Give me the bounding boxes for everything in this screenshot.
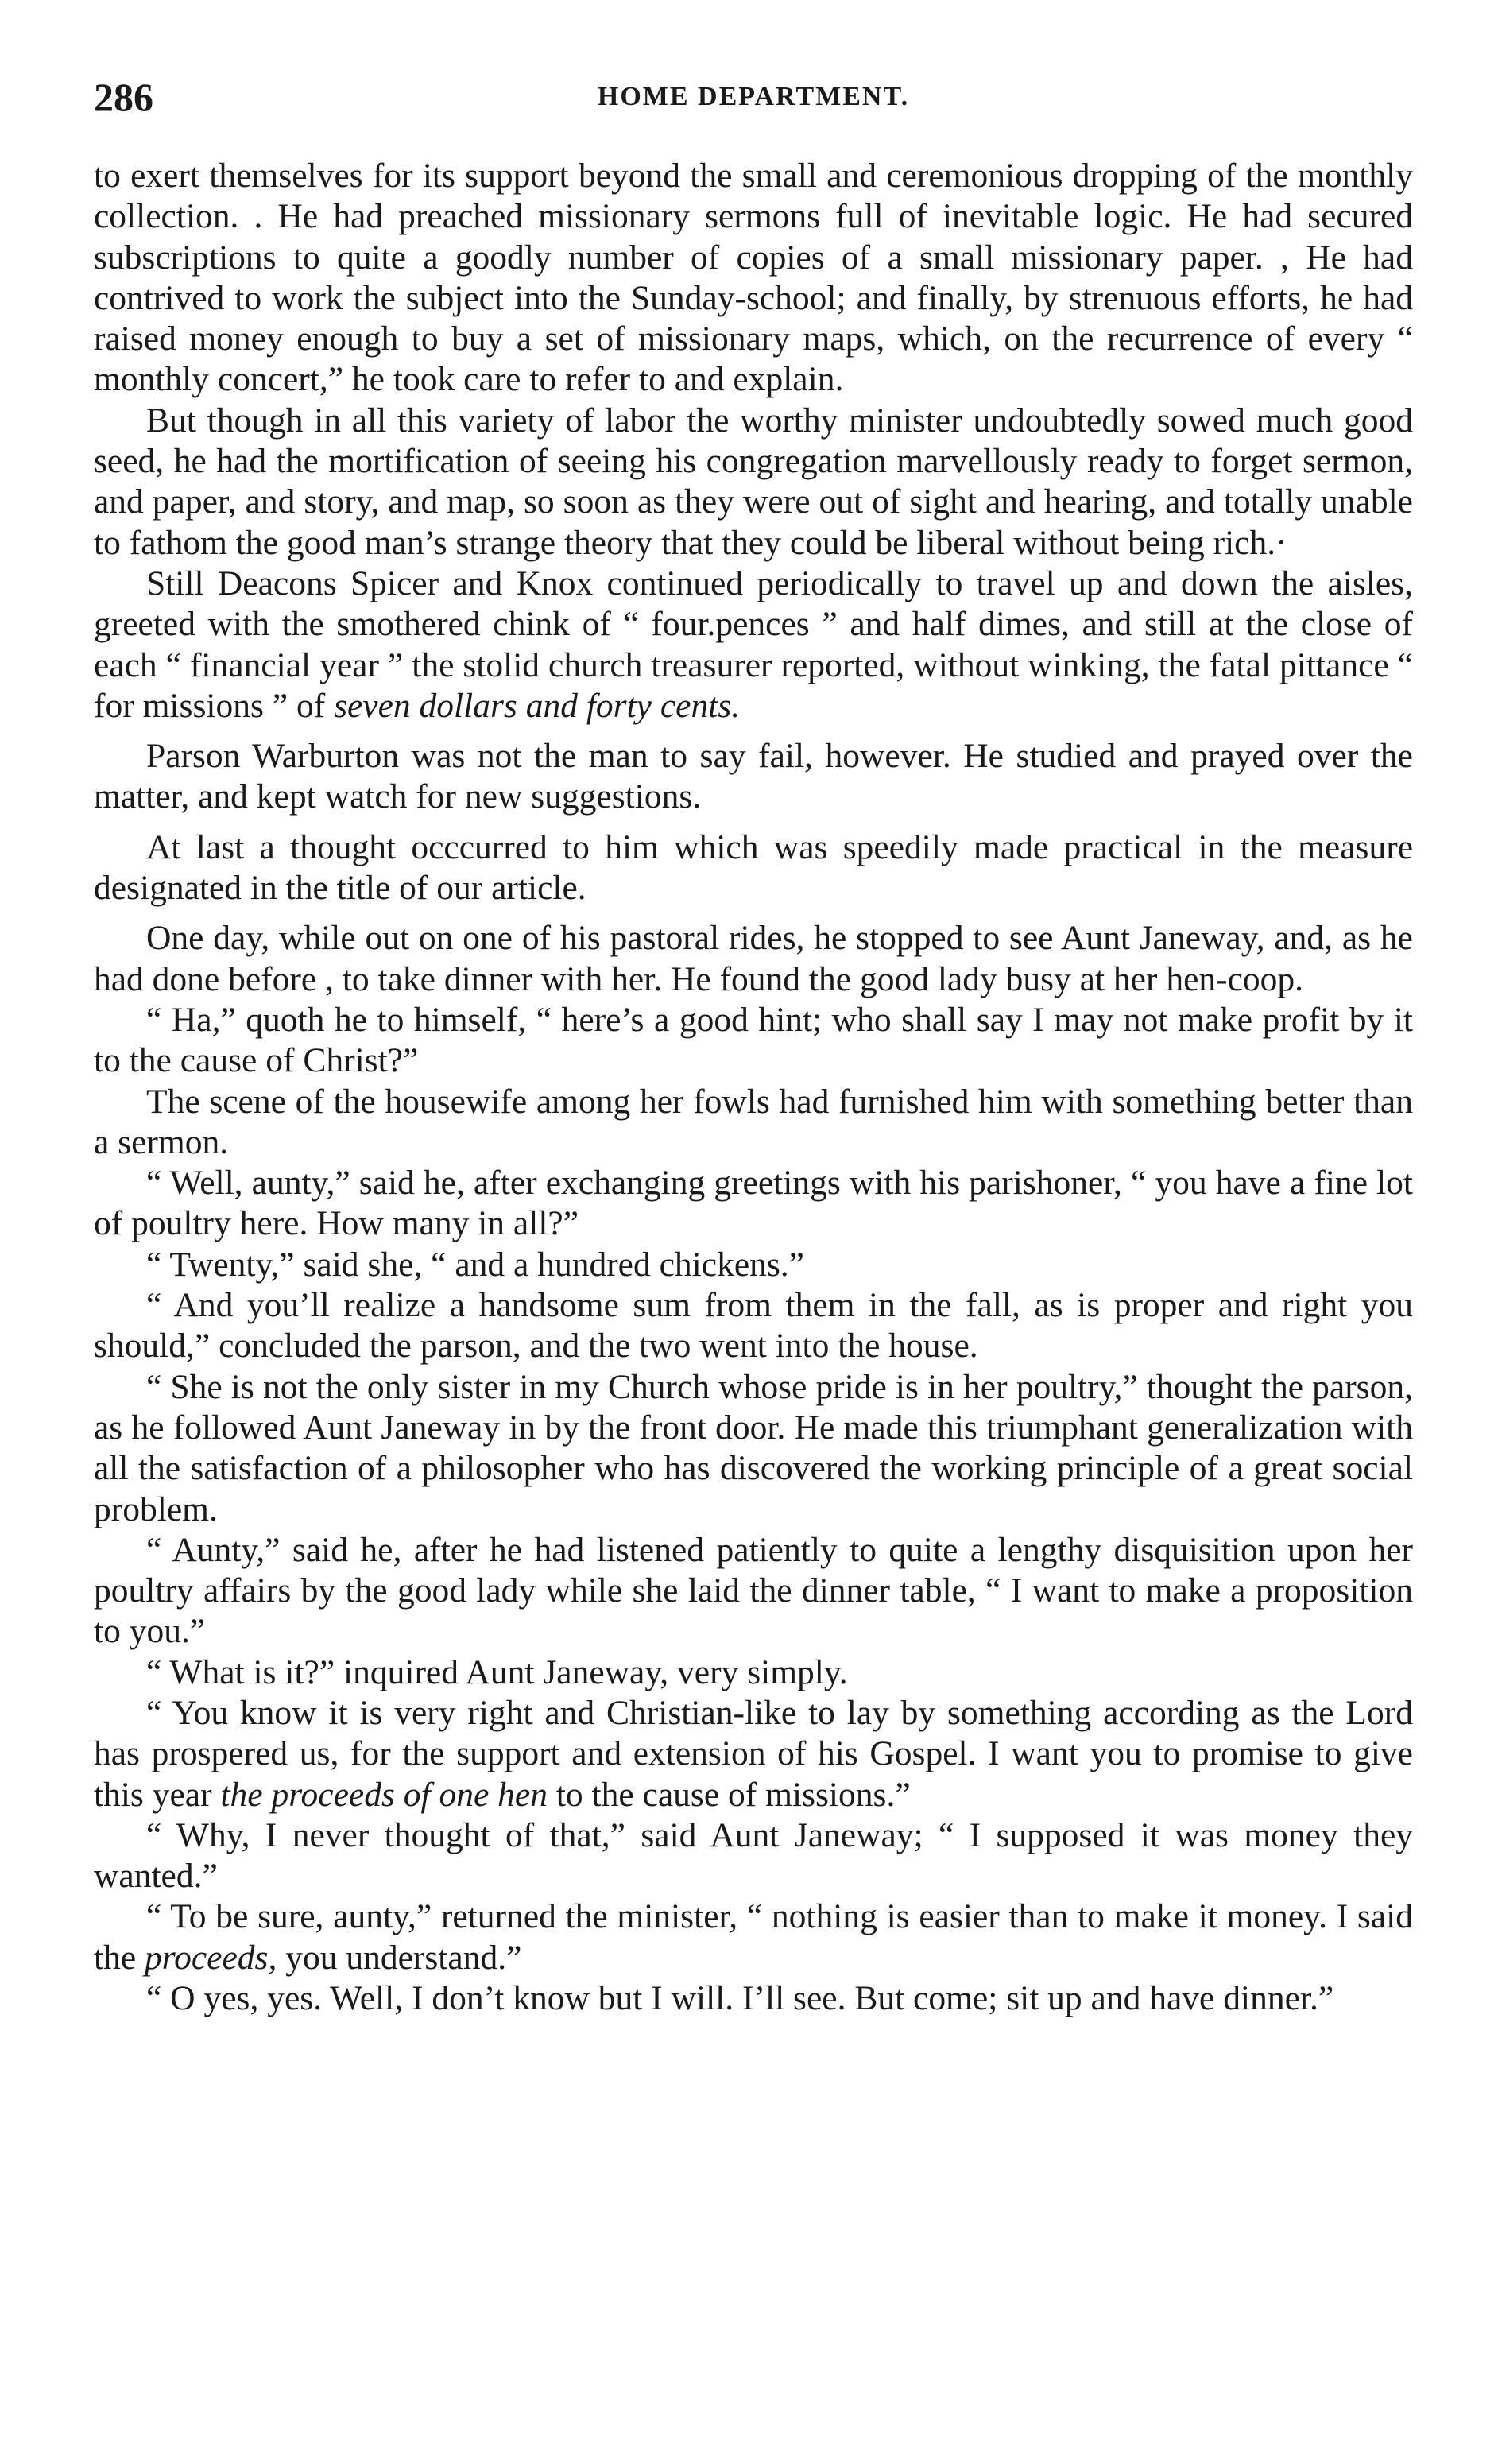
- page-number: 286: [94, 75, 153, 119]
- text-run: “ Well, aunty,” said he, after exchanging greetings with his parishoner, “ you have a fine lot of poultry here. How many in all?”: [94, 1164, 1413, 1243]
- text-run: One day, while out on one of his pastoral rides, he stopped to see Aunt Janeway, and, as he had done before , to take dinner with her. He found the good lady busy at her hen-coop.: [94, 919, 1413, 998]
- text-run: “ You know it is very right and Christian-like to lay by something according as the Lord has prospered us, for the support and extension of his Gospel. I want you to promise to give this year: [94, 1693, 1413, 1814]
- paragraph: [94, 918, 1413, 1000]
- paragraph: [94, 1000, 1413, 1082]
- text-run: “ Why, I never thought of that,” said Aunt Janeway; “ I supposed it was money they wanted.”: [94, 1815, 1413, 1896]
- paragraph: [94, 1285, 1413, 1367]
- text-run: you understand.”: [277, 1938, 522, 1977]
- running-title: HOME DEPARTMENT.: [597, 82, 910, 111]
- text-run: “ She is not the only sister in my Church whose pride is in her poultry,” thought the parson, as he followed Aunt Janeway in by the front door. He made this triumphant generalization with all the satisfaction of a philosopher who has discovered the working principle of a great social problem.: [94, 1367, 1413, 1528]
- paragraph: [94, 1652, 1413, 1693]
- paragraph: [94, 1530, 1413, 1652]
- text-run: Still Deacons Spicer and Knox continued periodically to travel up and down the aisles, greeted with the smothered chink of “ four.pences ” and half dimes, and still at the close of each “ financial year ” the stolid church treasurer reported, without winking, the fatal pittance “ for missions ” of: [94, 564, 1413, 725]
- paragraph: [94, 1367, 1413, 1530]
- paragraph: [94, 564, 1413, 726]
- text-run: to the cause of missions.”: [547, 1775, 911, 1814]
- text-run: “ Twenty,” said she, “ and a hundred chickens.”: [146, 1245, 804, 1284]
- text-run: The scene of the housewife among her fowls had furnished him with something better than a sermon.: [94, 1082, 1413, 1161]
- paragraph: [94, 1082, 1413, 1164]
- paragraph: [94, 1163, 1413, 1245]
- text-run: “ What is it?” inquired Aunt Janeway, very simply.: [146, 1652, 848, 1691]
- paragraph: [94, 156, 1413, 401]
- text-run: “ Ha,” quoth he to himself, “ here’s a good hint; who shall say I may not make profit by it to the cause of Christ?”: [94, 1000, 1413, 1080]
- paragraph: [94, 1245, 1413, 1285]
- text-run: At last a thought occcurred to him which was speedily made practical in the measure designated in the title of our article.: [94, 827, 1413, 908]
- paragraph: [94, 1978, 1413, 2019]
- paragraph: [94, 1815, 1413, 1897]
- italic-text: proceeds,: [145, 1938, 277, 1977]
- text-run: “ O yes, yes. Well, I don’t know but I will. I’ll see. But come; sit up and have dinner.”: [146, 1979, 1334, 2018]
- text-run: Parson Warburton was not the man to say fail, however. He studied and prayed over the matter, and kept watch for new suggestions.: [94, 737, 1413, 816]
- paragraph: [94, 1896, 1413, 1978]
- italic-text: the proceeds of one hen: [220, 1775, 548, 1814]
- paragraph: [94, 1693, 1413, 1815]
- paragraph: [94, 736, 1413, 818]
- paragraph: [94, 401, 1413, 564]
- running-head: [94, 73, 1413, 121]
- text-run: But though in all this variety of labor the worthy minister undoubtedly sowed much good seed, he had the mortification of seeing his congregation marvellously ready to forget sermon, and paper, and story, and map, so soon as they were out of sight and hearing, and totally unable to fathom the good man’s strange theory that they could be liberal without being rich.·: [94, 401, 1413, 562]
- text-run: “ And you’ll realize a handsome sum from them in the fall, as is proper and right you should,” concluded the parson, and the two went into the house.: [94, 1286, 1413, 1366]
- text-run: “ Aunty,” said he, after he had listened patiently to quite a lengthy disquisition upon her poultry affairs by the good lady while she laid the dinner table, “ I want to make a proposition to you.”: [94, 1530, 1413, 1651]
- body-text: [94, 156, 1413, 2019]
- text-run: “ To be sure, aunty,” returned the minister, “ nothing is easier than to make it money. I said the: [94, 1897, 1413, 1977]
- paragraph: [94, 827, 1413, 909]
- italic-text: seven dollars and forty cents.: [334, 686, 741, 725]
- text-run: to exert themselves for its support beyond the small and ceremonious dropping of the monthly collection. . He had preached missionary sermons full of inevitable logic. He had secured subscriptions to quite a goodly number of copies of a small missionary paper. , He had contrived to work the subject into the Sunday-school; and finally, by strenuous efforts, he had raised money enough to buy a set of missionary maps, which, on the recurrence of every “ monthly concert,” he took care to refer to and explain.: [94, 157, 1413, 399]
